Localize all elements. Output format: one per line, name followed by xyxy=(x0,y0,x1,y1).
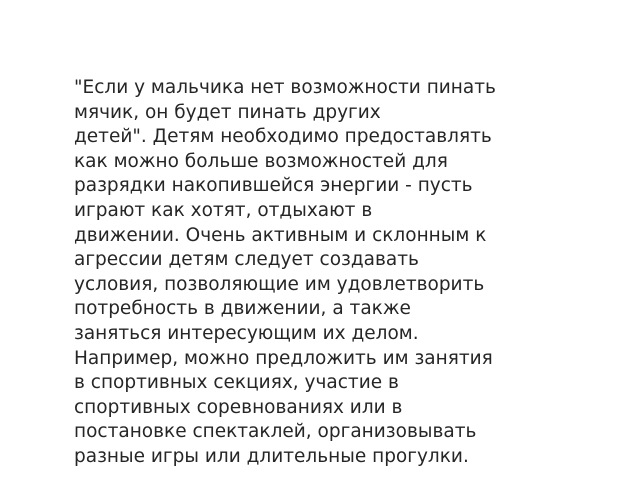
text-line: постановке спектаклей, организовывать xyxy=(74,421,477,443)
text-line: заняться интересующим их делом. xyxy=(74,322,419,344)
text-line: разные игры или длительные прогулки. xyxy=(74,445,469,467)
text-line: мячик, он будет пинать других xyxy=(74,101,381,123)
text-line: Например, можно предложить им занятия xyxy=(74,347,493,369)
text-line: в спортивных секциях, участие в xyxy=(74,372,399,394)
text-line: потребность в движении, а также xyxy=(74,298,411,320)
text-line: детей". Детям необходимо предоставлять xyxy=(74,126,492,148)
text-line: "Если у мальчика нет возможности пинать xyxy=(74,77,496,98)
text-line: спортивных соревнованиях или в xyxy=(74,396,403,418)
text-line: агрессии детям следует создавать xyxy=(74,249,419,271)
text-line: играют как хотят, отдыхают в xyxy=(74,199,373,221)
text-line: как можно больше возможностей для xyxy=(74,150,448,172)
text-line: разрядки накопившейся энергии - пусть xyxy=(74,175,473,197)
text-line: условия, позволяющие им удовлетворить xyxy=(74,273,485,295)
text-line: движении. Очень активным и склонным к xyxy=(74,224,487,246)
body-text xyxy=(74,76,594,470)
